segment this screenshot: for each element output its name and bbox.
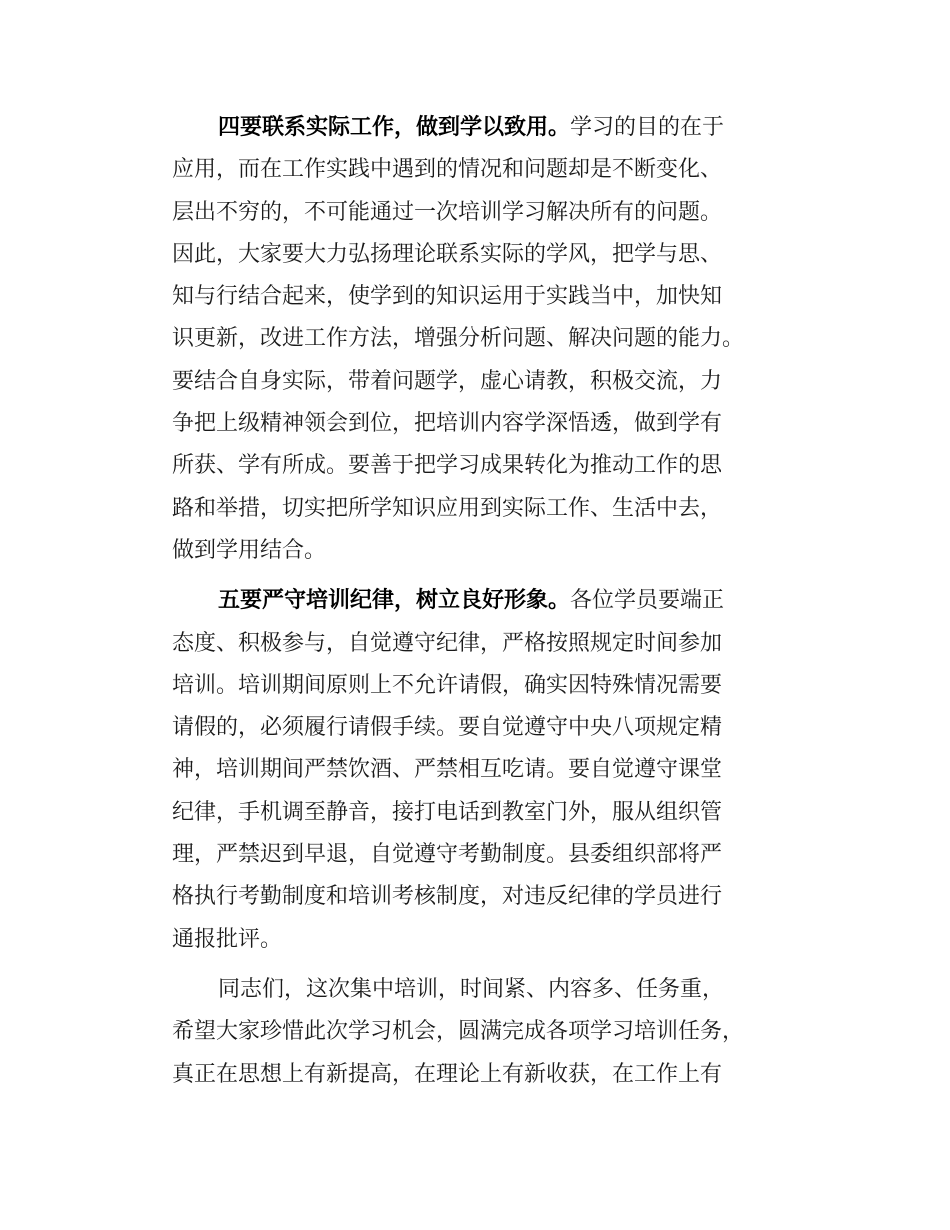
paragraph-line: 请假的，必须履行请假手续。要自觉遵守中央八项规定精 xyxy=(172,715,723,741)
paragraph-heading: 四要联系实际工作，做到学以致用。 xyxy=(218,115,571,140)
paragraph-line: 争把上级精神领会到位，把培训内容学深悟透，做到学有 xyxy=(172,411,723,437)
document-body xyxy=(172,107,812,1104)
paragraph-text: 各位学员要端正 xyxy=(570,588,725,614)
paragraph-line: 因此，大家要大力弘扬理论联系实际的学风，把学与思、 xyxy=(172,241,723,267)
paragraph-line: 识更新，改进工作方法，增强分析问题、解决问题的能力。 xyxy=(172,326,745,352)
paragraph-line: 知与行结合起来，使学到的知识运用于实践当中，加快知 xyxy=(172,284,723,310)
paragraph-line: 通报批评。 xyxy=(172,926,283,952)
paragraph-line: 真正在思想上有新提高，在理论上有新收获，在工作上有 xyxy=(172,1061,723,1087)
paragraph-line: 做到学用结合。 xyxy=(172,537,327,563)
paragraph-line xyxy=(172,107,812,149)
paragraph-line: 希望大家珍惜此次学习机会，圆满完成各项学习培训任务， xyxy=(172,1019,745,1045)
paragraph-line: 所获、学有所成。要善于把学习成果转化为推动工作的思 xyxy=(172,453,723,479)
paragraph-text: 学习的目的在于 xyxy=(570,115,725,140)
paragraph-line: 层出不穷的，不可能通过一次培训学习解决所有的问题。 xyxy=(172,199,723,225)
paragraph-line xyxy=(172,580,812,622)
paragraph-line: 应用，而在工作实践中遇到的情况和问题却是不断变化、 xyxy=(172,157,723,183)
paragraph-line: 理，严禁迟到早退，自觉遵守考勤制度。县委组织部将严 xyxy=(172,842,723,868)
paragraph-line: 格执行考勤制度和培训考核制度，对违反纪律的学员进行 xyxy=(172,884,723,910)
paragraph-five xyxy=(172,580,812,961)
paragraph-four xyxy=(172,107,812,572)
paragraph-line: 路和举措，切实把所学知识应用到实际工作、生活中去， xyxy=(172,495,723,521)
paragraph-heading: 五要严守培训纪律，树立良好形象。 xyxy=(218,588,571,614)
paragraph-line: 培训。培训期间原则上不允许请假，确实因特殊情况需要 xyxy=(172,672,723,698)
paragraph-line: 神，培训期间严禁饮酒、严禁相互吃请。要自觉遵守课堂 xyxy=(172,757,723,783)
paragraph-line: 态度、积极参与，自觉遵守纪律，严格按照规定时间参加 xyxy=(172,630,723,656)
paragraph-line: 纪律，手机调至静音，接打电话到教室门外，服从组织管 xyxy=(172,799,723,825)
paragraph-line: 同志们，这次集中培训，时间紧、内容多、任务重， xyxy=(218,976,725,1002)
paragraph-line: 要结合自身实际，带着问题学，虚心请教，积极交流，力 xyxy=(172,368,723,394)
paragraph-closing xyxy=(172,969,812,1096)
